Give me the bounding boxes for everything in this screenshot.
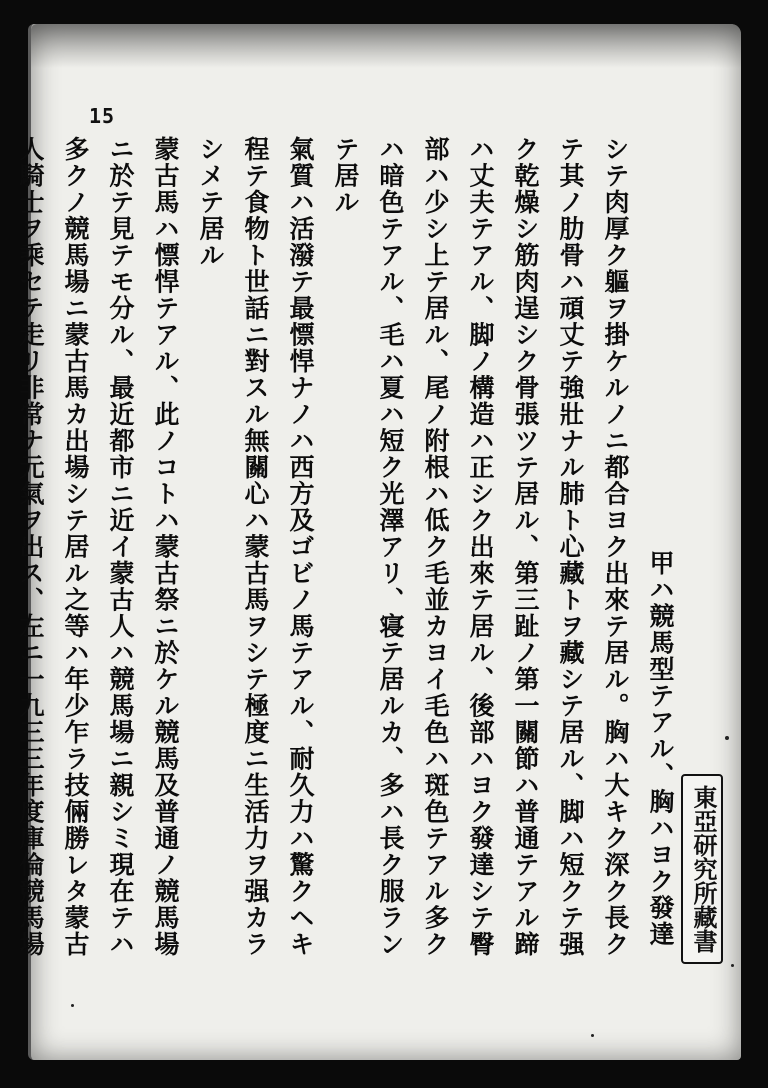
vertical-text-body	[16, 136, 683, 1016]
document-page	[16, 24, 741, 1060]
text-column: 氣質ハ活潑テ最慓悍ナノハ西方及ゴビノ馬テアル、耐久力ハ驚クヘキ	[286, 136, 315, 958]
paper-speck	[71, 1004, 74, 1007]
text-column: 部ハ少シ上テ居ル、尾ノ附根ハ低ク毛並カヨイ毛色ハ斑色テアル多ク	[421, 136, 450, 958]
text-column: 程テ食物ト世話ニ對スル無關心ハ蒙古馬ヲシテ極度ニ生活力ヲ强カラ	[241, 136, 270, 958]
text-column: ニ於テ見テモ分ル、最近都市ニ近イ蒙古人ハ競馬場ニ親シミ現在テハ	[106, 136, 135, 958]
text-column: テ其ノ肋骨ハ頑丈テ強壯ナル肺ト心藏トヲ藏シテ居ル、脚ハ短クテ强	[556, 136, 585, 958]
text-column: シテ肉厚ク軀ヲ掛ケルノニ都合ヨク出來テ居ル。胸ハ大キク深ク長ク	[601, 136, 630, 958]
text-column: 人騎士ヲ乘セテ走リ非常ナ元氣ヲ出ス、左ニ一九三三年度庫倫競馬場	[16, 136, 45, 958]
page-number: 15	[89, 104, 116, 128]
paper-speck	[591, 1034, 594, 1037]
text-column: ハ丈夫テアル、脚ノ構造ハ正シク出來テ居ル、後部ハヨク發達シテ臀	[466, 136, 495, 958]
text-column: ハ暗色テアル、毛ハ夏ハ短ク光澤アリ、寝テ居ルカ、多ハ長ク服ラン	[376, 136, 405, 958]
text-column: 多クノ競馬場ニ蒙古馬カ出場シテ居ル之等ハ年少乍ラ技倆勝レタ蒙古	[61, 136, 90, 958]
paper-speck	[731, 964, 734, 967]
text-column: シメテ居ル	[196, 136, 225, 269]
text-column: 甲ハ競馬型テアル、胸ハヨク發達	[646, 550, 675, 948]
text-column: テ居ル	[331, 136, 360, 216]
text-column: ク乾燥シ筋肉逞シク骨張ツテ居ル、第三趾ノ第一關節ハ普通テアル蹄	[511, 136, 540, 958]
paper-speck	[725, 736, 729, 740]
library-seal-stamp: 東亞研究所藏書	[681, 774, 723, 964]
page-edge-shadow	[31, 24, 741, 68]
text-column: 蒙古馬ハ慓悍テアル、此ノコトハ蒙古祭ニ於ケル競馬及普通ノ競馬場	[151, 136, 180, 958]
